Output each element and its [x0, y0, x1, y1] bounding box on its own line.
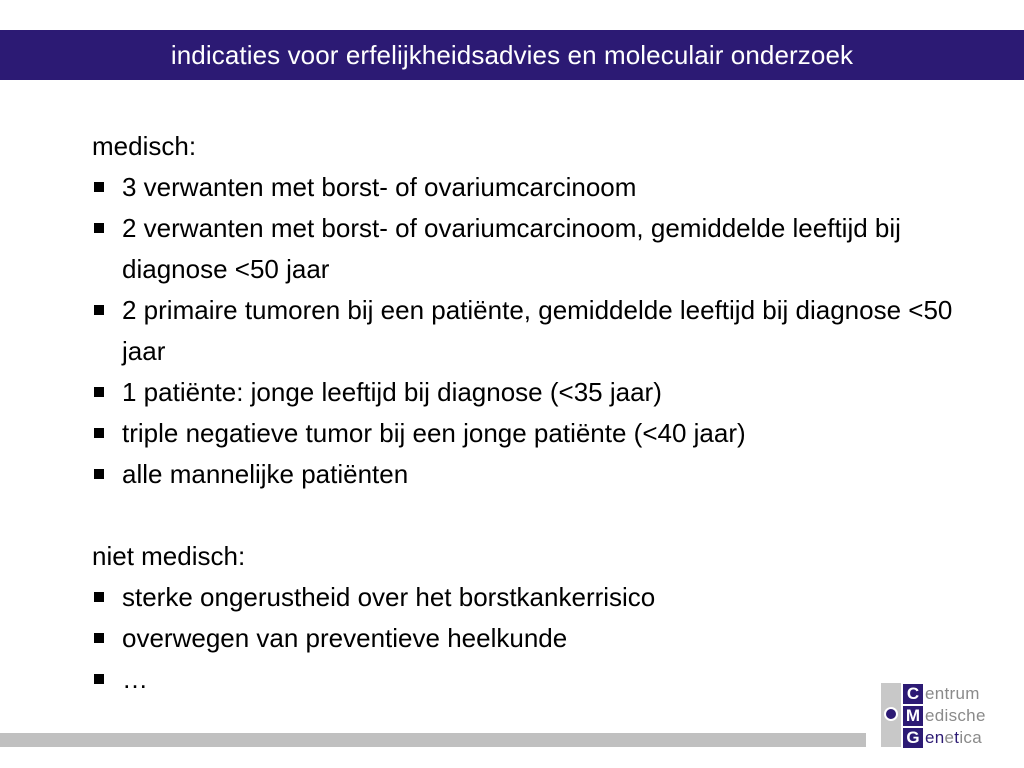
logo-word-medische: edische — [925, 706, 986, 725]
logo-genetica-part-t: t — [954, 728, 960, 747]
list-item — [92, 413, 972, 454]
list-item — [92, 454, 972, 495]
section-heading-niet-medisch: niet medisch: — [92, 541, 246, 571]
logo-genetica-part-ica: ica — [959, 728, 982, 747]
list-item-text: overwegen van preventieve heelkunde — [122, 623, 568, 653]
cmg-logo — [881, 683, 1021, 749]
list-item-text: 2 verwanten met borst- of ovariumcarcinoom, gemiddelde leeftijd bij diagnose <50 jaar — [122, 213, 901, 284]
logo-word-genetica — [923, 728, 982, 748]
logo-letter-m: M — [903, 706, 923, 726]
list-item — [92, 167, 972, 208]
title-bar — [0, 30, 1024, 80]
list-item — [92, 659, 972, 700]
logo-word-centrum: entrum — [925, 684, 980, 703]
logo-row-genetica — [903, 728, 982, 748]
list-item-text: alle mannelijke patiënten — [122, 459, 409, 489]
section-heading-medisch: medisch: — [92, 131, 197, 161]
list-item-text: 1 patiënte: jonge leeftijd bij diagnose (<35 jaar) — [122, 377, 662, 407]
section-spacer — [92, 495, 972, 536]
bullet-icon — [94, 223, 104, 233]
bullet-icon — [94, 305, 104, 315]
bullet-icon — [94, 469, 104, 479]
footer-bar — [0, 733, 866, 747]
logo-row-centrum — [903, 684, 980, 704]
list-item — [92, 208, 972, 290]
list-item-text: 2 primaire tumoren bij een patiënte, gemiddelde leeftijd bij diagnose <50 jaar — [122, 295, 953, 366]
bullet-icon — [94, 592, 104, 602]
bullet-icon — [94, 674, 104, 684]
bullet-list-medisch — [92, 167, 972, 495]
logo-genetica-part-e: e — [944, 728, 955, 747]
logo-genetica-part-en: en — [925, 728, 945, 747]
list-item-text: 3 verwanten met borst- of ovariumcarcinoom — [122, 172, 637, 202]
bullet-icon — [94, 633, 104, 643]
list-item-text: sterke ongerustheid over het borstkankerrisico — [122, 582, 656, 612]
logo-letter-c: C — [903, 684, 923, 704]
list-item-text: … — [122, 664, 148, 694]
list-item — [92, 372, 972, 413]
list-item-text: triple negatieve tumor bij een jonge patiënte (<40 jaar) — [122, 418, 746, 448]
bullet-icon — [94, 387, 104, 397]
list-item — [92, 577, 972, 618]
bullet-icon — [94, 182, 104, 192]
bullet-icon — [94, 428, 104, 438]
slide-title: indicaties voor erfelijkheidsadvies en moleculair onderzoek — [170, 39, 854, 70]
list-item — [92, 290, 972, 372]
logo-row-medische — [903, 706, 986, 726]
bullet-list-niet-medisch — [92, 577, 972, 700]
list-item — [92, 618, 972, 659]
logo-dot-icon — [884, 707, 898, 721]
slide-content — [92, 126, 972, 700]
logo-letter-g: G — [903, 728, 923, 748]
